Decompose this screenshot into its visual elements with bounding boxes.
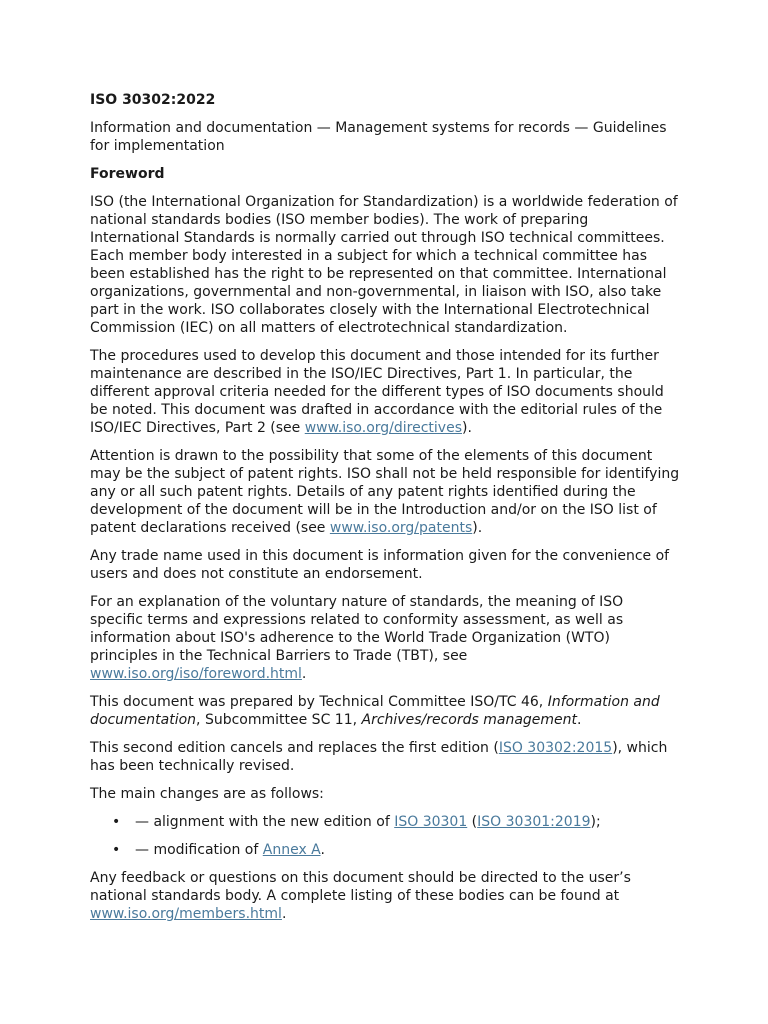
bullet-marker: • — [112, 814, 121, 830]
link-annex-a[interactable]: Annex A — [262, 842, 321, 858]
subcommittee-name: Archives/records management — [361, 712, 578, 728]
paragraph-5 — [90, 593, 680, 683]
document-id: ISO 30302:2022 — [90, 92, 216, 108]
paragraph-2-after: ). — [462, 420, 472, 436]
bullet-marker: • — [112, 842, 121, 858]
paragraph-9 — [90, 869, 680, 923]
paragraph-4: Any trade name used in this document is information given for the convenience of users and does not constitute an endorsement. — [90, 548, 670, 582]
paragraph-5-after: . — [301, 666, 307, 682]
link-members[interactable]: www.iso.org/members.html — [90, 906, 282, 922]
paragraph-6-mid: , Subcommittee SC 11, — [196, 712, 362, 728]
changes-list — [90, 813, 680, 859]
committee-name: Information and documentation — [90, 694, 660, 728]
list-item-2-text: — modification of — [135, 842, 263, 858]
document-title: Information and documentation — Management systems for records — Guidelines for implementation — [90, 120, 667, 154]
link-patents[interactable]: www.iso.org/patents — [329, 520, 473, 536]
paragraph-3 — [90, 447, 680, 537]
paragraph-3-after: ). — [472, 520, 483, 536]
list-item — [112, 813, 680, 831]
document-page — [90, 91, 680, 933]
link-directives[interactable]: www.iso.org/directives — [304, 420, 462, 436]
paragraph-6-after: . — [577, 712, 582, 728]
paragraph-1: ISO (the International Organization for Standardization) is a worldwide federation of national standards bodies (ISO member bodies). The work of preparing International Standards is normally carried out through ISO technical committees. Each member body interested in a subject for which a technical committee has been established has the right to be represented on that committee. International organizations, governmental and non-governmental, in liaison with ISO, also take part in the work. ISO collaborates closely with the International Electrotechnical Commission (IEC) on all matters of electrotechnical standardization. — [90, 194, 678, 336]
paragraph-9-after: . — [281, 906, 287, 922]
link-iso-30301-2019[interactable]: ISO 30301:2019 — [477, 814, 591, 830]
paragraph-8: The main changes are as follows: — [90, 786, 324, 802]
list-item-1-after: ); — [590, 814, 601, 830]
paragraph-9-text: Any feedback or questions on this document should be directed to the user’s national standards body. A complete listing of these bodies can be found at — [90, 870, 631, 904]
paragraph-2-text: The procedures used to develop this document and those intended for its further maintenance are described in the ISO/IEC Directives, Part 1. In particular, the different approval criteria needed for the different types of ISO documents should be noted. This document was drafted in accordance with the editorial rules of the ISO/IEC Directives, Part 2 (see — [90, 348, 664, 436]
paragraph-6-text: This document was prepared by Technical Committee ISO/TC 46, — [90, 694, 548, 710]
list-item-1-text: — alignment with the new edition of — [135, 814, 395, 830]
list-item — [112, 841, 680, 859]
paragraph-5-text: For an explanation of the voluntary nature of standards, the meaning of ISO specific terms and expressions related to conformity assessment, as well as information about ISO's adherence to the World Trade Organization (WTO) principles in the Technical Barriers to Trade (TBT), see — [90, 594, 624, 664]
paragraph-3-text: Attention is drawn to the possibility that some of the elements of this document may be the subject of patent rights. ISO shall not be held responsible for identifying any or all such patent rights. Details of any patent rights identified during the development of the document will be in the Introduction and/or on the ISO list of patent declarations received (see — [90, 448, 680, 536]
paragraph-7-after: ), which has been technically revised. — [90, 740, 668, 774]
list-item-2-after: . — [320, 842, 325, 858]
link-foreword[interactable]: www.iso.org/iso/foreword.html — [90, 666, 302, 682]
list-item-1-mid: ( — [467, 814, 478, 830]
paragraph-7 — [90, 739, 680, 775]
section-heading-foreword: Foreword — [90, 166, 165, 182]
paragraph-2 — [90, 347, 680, 437]
link-iso-30302-2015[interactable]: ISO 30302:2015 — [498, 740, 613, 756]
paragraph-7-text: This second edition cancels and replaces the first edition ( — [90, 740, 499, 756]
link-iso-30301[interactable]: ISO 30301 — [394, 814, 468, 830]
paragraph-6 — [90, 693, 680, 729]
